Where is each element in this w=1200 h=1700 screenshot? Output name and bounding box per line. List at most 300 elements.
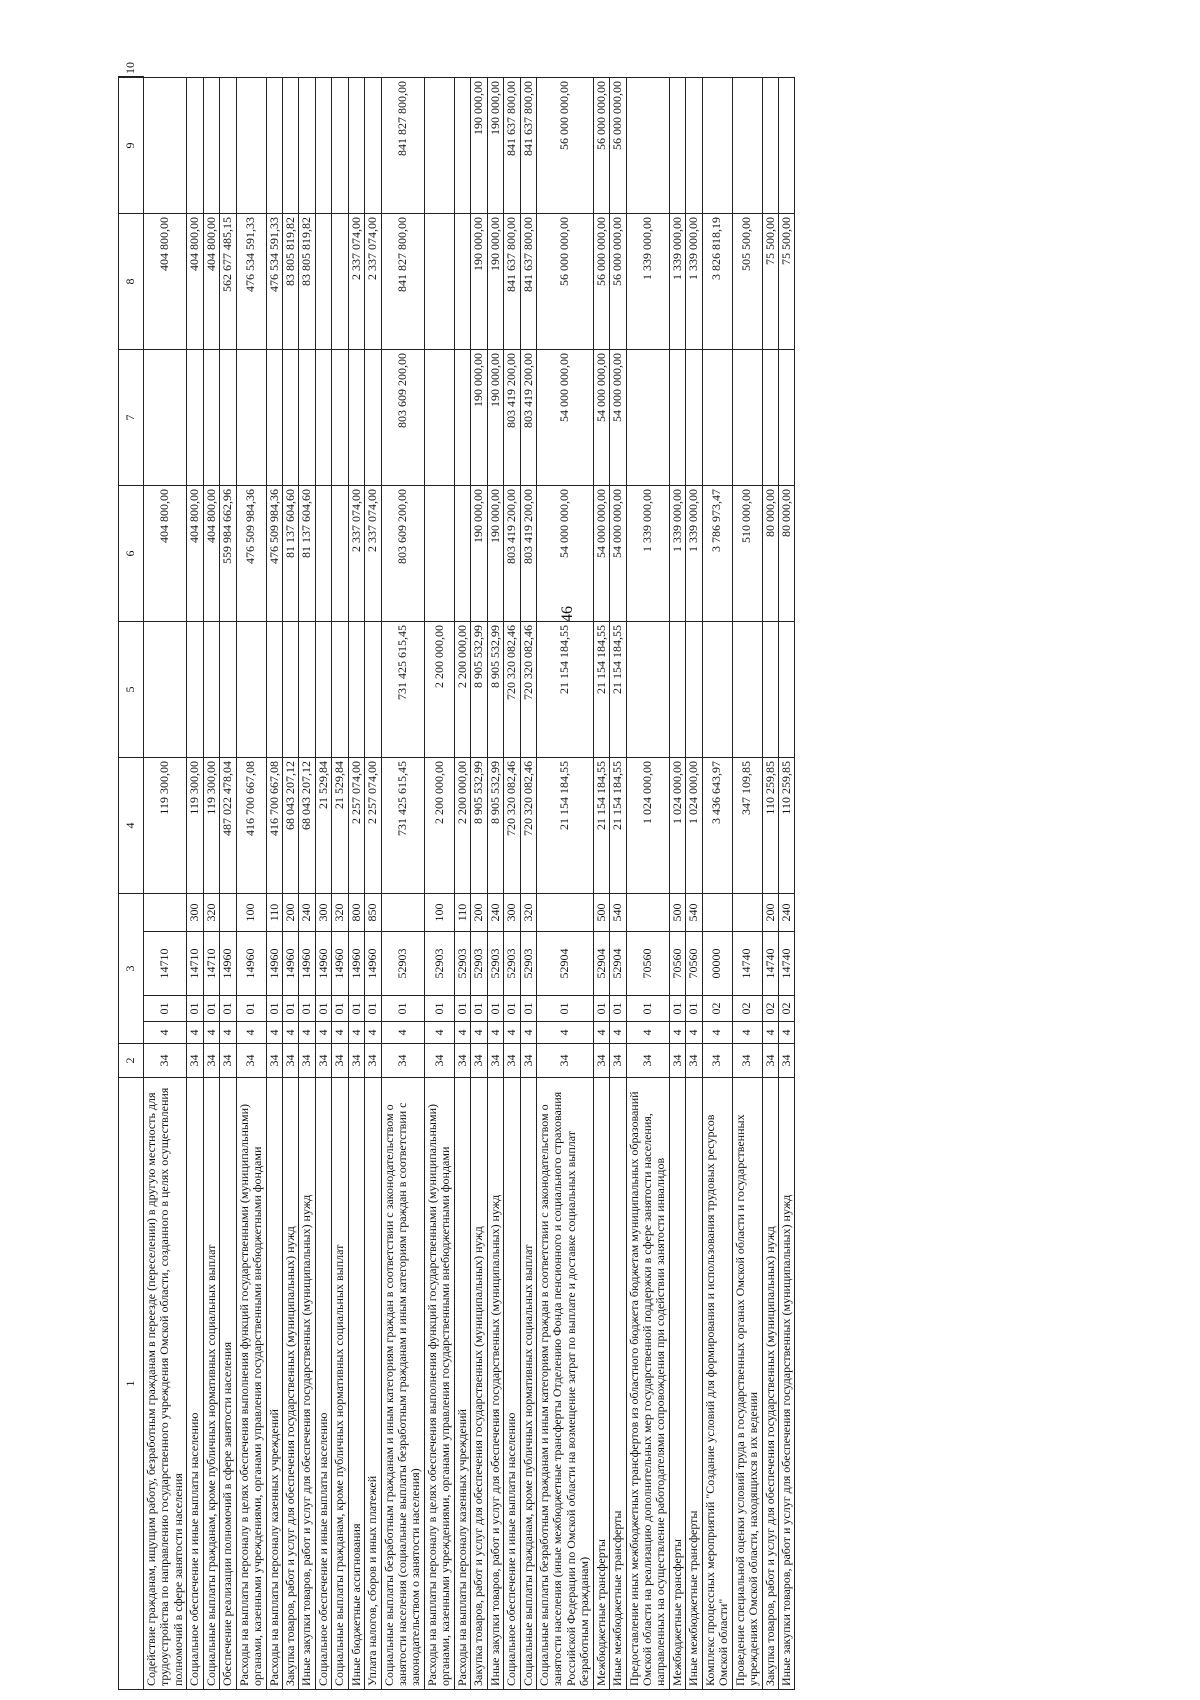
amount-cell — [424, 214, 454, 350]
expense-type-cell — [732, 894, 762, 932]
amount-cell — [348, 78, 364, 214]
amount-cell: 21 529,84 — [315, 758, 331, 894]
amount-cell: 803 419 200,00 — [504, 486, 520, 622]
row-name-cell: Иные закупки товаров, работ и услуг для обеспечения государственных (муниципальных) нужд — [299, 1078, 315, 1690]
code-item-cell: 14960 — [220, 932, 236, 996]
amount-cell — [187, 78, 203, 214]
amount-cell: 731 425 615,45 — [381, 758, 424, 894]
table-row — [669, 77, 685, 1690]
table-row — [144, 77, 187, 1690]
amount-cell: 1 339 000,00 — [686, 486, 702, 622]
amount-cell — [626, 78, 669, 214]
code-subprogram-cell: 4 — [762, 1022, 778, 1044]
amount-cell: 56 000 000,00 — [610, 78, 626, 214]
amount-cell: 21 154 184,55 — [610, 758, 626, 894]
amount-cell — [203, 350, 219, 486]
code-program-cell: 34 — [504, 1044, 520, 1078]
row-name-cell: Закупка товаров, работ и услуг для обеспечения государственных (муниципальных) нужд — [282, 1078, 298, 1690]
row-name-cell: Проведение специальной оценки условий труда в государственных органах Омской области и государственных учреждениях Омской области, находящихся в их ведении — [732, 1078, 762, 1690]
table-row — [332, 77, 348, 1690]
code-item-cell: 52904 — [610, 932, 626, 996]
row-name-cell: Межбюджетные трансферты — [669, 1078, 685, 1690]
amount-cell: 2 200 000,00 — [454, 622, 470, 758]
table-row — [471, 77, 487, 1690]
table-row — [424, 77, 454, 1690]
amount-cell — [332, 486, 348, 622]
amount-cell: 803 609 200,00 — [381, 486, 424, 622]
amount-cell — [454, 486, 470, 622]
amount-cell — [220, 78, 236, 214]
amount-cell: 3 786 973,47 — [702, 486, 732, 622]
table-row — [282, 77, 298, 1690]
amount-cell: 1 339 000,00 — [669, 214, 685, 350]
rotated-table-wrapper — [118, 62, 1076, 1690]
column-header: 6 — [119, 486, 144, 622]
amount-cell: 404 800,00 — [144, 486, 187, 622]
code-item-cell: 14960 — [365, 932, 381, 996]
code-subprogram-cell: 4 — [471, 1022, 487, 1044]
amount-cell: 21 154 184,55 — [593, 758, 609, 894]
code-subprogram-cell: 4 — [236, 1022, 266, 1044]
amount-cell: 404 800,00 — [203, 214, 219, 350]
code-program-cell: 34 — [610, 1044, 626, 1078]
amount-cell: 803 419 200,00 — [520, 486, 536, 622]
expense-type-cell: 850 — [365, 894, 381, 932]
amount-cell: 8 905 532,99 — [487, 622, 503, 758]
amount-cell: 190 000,00 — [471, 78, 487, 214]
amount-cell — [778, 350, 794, 486]
table-row — [487, 77, 503, 1690]
amount-cell: 2 337 074,00 — [365, 214, 381, 350]
amount-cell — [365, 78, 381, 214]
row-name-cell: Социальные выплаты гражданам, кроме публичных нормативных социальных выплат — [203, 1078, 219, 1690]
expense-type-cell — [381, 894, 424, 932]
row-name-cell: Расходы на выплаты персоналу в целях обеспечения выполнения функций государственными (муниципальными) органами, казенными учреждениями, органами управления государственными внебюджетными фондами — [236, 1078, 266, 1690]
table-row — [520, 77, 536, 1690]
row-name-cell: Социальные выплаты гражданам, кроме публичных нормативных социальных выплат — [520, 1078, 536, 1690]
amount-cell: 8 905 532,99 — [471, 758, 487, 894]
row-name-cell: Иные межбюджетные трансферты — [686, 1078, 702, 1690]
amount-cell: 21 154 184,55 — [536, 622, 593, 758]
table-row — [381, 77, 424, 1690]
code-item-cell: 14960 — [332, 932, 348, 996]
amount-cell — [348, 350, 364, 486]
code-item-cell: 70560 — [626, 932, 669, 996]
row-name-cell: Социальное обеспечение и иные выплаты населению — [315, 1078, 331, 1690]
code-section-cell: 01 — [454, 996, 470, 1022]
amount-cell — [778, 622, 794, 758]
expense-type-cell: 240 — [299, 894, 315, 932]
code-item-cell: 52903 — [487, 932, 503, 996]
amount-cell — [299, 622, 315, 758]
table-row — [220, 77, 236, 1690]
code-subprogram-cell: 4 — [348, 1022, 364, 1044]
amount-cell: 190 000,00 — [487, 350, 503, 486]
code-program-cell: 34 — [266, 1044, 282, 1078]
amount-cell: 1 339 000,00 — [626, 214, 669, 350]
code-section-cell: 01 — [669, 996, 685, 1022]
amount-cell: 404 800,00 — [187, 486, 203, 622]
amount-cell — [236, 350, 266, 486]
amount-cell — [332, 78, 348, 214]
expense-type-cell: 320 — [332, 894, 348, 932]
code-section-cell: 01 — [424, 996, 454, 1022]
code-subprogram-cell: 4 — [487, 1022, 503, 1044]
column-header: 4 — [119, 758, 144, 894]
row-name-cell: Расходы на выплаты персоналу казенных учреждений — [266, 1078, 282, 1690]
amount-cell: 110 259,85 — [778, 758, 794, 894]
code-section-cell: 01 — [332, 996, 348, 1022]
amount-cell — [332, 214, 348, 350]
code-subprogram-cell: 4 — [266, 1022, 282, 1044]
code-item-cell: 14710 — [187, 932, 203, 996]
amount-cell: 81 137 604,60 — [299, 486, 315, 622]
code-subprogram-cell: 4 — [504, 1022, 520, 1044]
amount-cell: 56 000 000,00 — [593, 78, 609, 214]
amount-cell: 54 000 000,00 — [610, 350, 626, 486]
amount-cell — [424, 350, 454, 486]
column-header: 9 — [119, 78, 144, 214]
amount-cell: 476 534 591,33 — [236, 214, 266, 350]
expense-type-cell: 800 — [348, 894, 364, 932]
code-section-cell: 01 — [187, 996, 203, 1022]
code-subprogram-cell: 4 — [381, 1022, 424, 1044]
amount-cell: 119 300,00 — [187, 758, 203, 894]
code-item-cell: 14960 — [282, 932, 298, 996]
amount-cell: 2 337 074,00 — [348, 486, 364, 622]
code-item-cell: 14960 — [266, 932, 282, 996]
code-subprogram-cell: 4 — [536, 1022, 593, 1044]
amount-cell: 1 024 000,00 — [669, 758, 685, 894]
column-number-row — [119, 77, 144, 1690]
expense-type-cell: 540 — [686, 894, 702, 932]
amount-cell — [686, 350, 702, 486]
table-row — [702, 77, 732, 1690]
table-row — [593, 77, 609, 1690]
amount-cell: 720 320 082,46 — [504, 758, 520, 894]
expense-type-cell: 200 — [762, 894, 778, 932]
code-item-cell: 52903 — [520, 932, 536, 996]
amount-cell: 2 200 000,00 — [424, 622, 454, 758]
code-item-cell: 52904 — [593, 932, 609, 996]
code-subprogram-cell: 4 — [187, 1022, 203, 1044]
amount-cell: 562 677 485,15 — [220, 214, 236, 350]
row-name-cell: Закупка товаров, работ и услуг для обеспечения государственных (муниципальных) нужд — [762, 1078, 778, 1690]
code-section-cell: 01 — [282, 996, 298, 1022]
amount-cell: 720 320 082,46 — [520, 758, 536, 894]
amount-cell — [626, 350, 669, 486]
code-item-cell: 14740 — [778, 932, 794, 996]
amount-cell: 720 320 082,46 — [520, 622, 536, 758]
amount-cell: 841 637 800,00 — [504, 214, 520, 350]
amount-cell: 81 137 604,60 — [282, 486, 298, 622]
amount-cell — [732, 622, 762, 758]
code-subprogram-cell: 4 — [299, 1022, 315, 1044]
amount-cell — [282, 78, 298, 214]
amount-cell — [332, 350, 348, 486]
amount-cell: 83 805 819,82 — [299, 214, 315, 350]
amount-cell: 404 800,00 — [187, 214, 203, 350]
row-name-cell: Комплекс процессных мероприятий "Создание условий для формирования и использования трудовых ресурсов Омской области" — [702, 1078, 732, 1690]
column-header: 8 — [119, 214, 144, 350]
amount-cell: 347 109,85 — [732, 758, 762, 894]
amount-cell — [266, 622, 282, 758]
amount-cell: 559 984 662,96 — [220, 486, 236, 622]
row-name-cell: Социальное обеспечение и иные выплаты населению — [187, 1078, 203, 1690]
code-program-cell: 34 — [686, 1044, 702, 1078]
code-section-cell: 02 — [732, 996, 762, 1022]
code-item-cell: 52903 — [454, 932, 470, 996]
code-section-cell: 01 — [299, 996, 315, 1022]
code-subprogram-cell: 4 — [220, 1022, 236, 1044]
code-section-cell: 01 — [315, 996, 331, 1022]
code-program-cell: 34 — [424, 1044, 454, 1078]
amount-cell: 80 000,00 — [778, 486, 794, 622]
amount-cell — [365, 350, 381, 486]
code-program-cell: 34 — [144, 1044, 187, 1078]
amount-cell: 1 339 000,00 — [686, 214, 702, 350]
amount-cell: 80 000,00 — [762, 486, 778, 622]
code-program-cell: 34 — [299, 1044, 315, 1078]
expense-type-cell: 300 — [315, 894, 331, 932]
row-name-cell: Иные межбюджетные трансферты — [610, 1078, 626, 1690]
amount-cell: 54 000 000,00 — [593, 486, 609, 622]
code-section-cell: 02 — [762, 996, 778, 1022]
code-item-cell: 52903 — [381, 932, 424, 996]
code-subprogram-cell: 4 — [626, 1022, 669, 1044]
table-row — [266, 77, 282, 1690]
amount-cell — [203, 622, 219, 758]
code-item-cell: 14960 — [236, 932, 266, 996]
amount-cell: 190 000,00 — [487, 486, 503, 622]
expense-type-cell: 320 — [520, 894, 536, 932]
amount-cell — [220, 350, 236, 486]
code-section-cell: 01 — [471, 996, 487, 1022]
code-section-cell: 01 — [365, 996, 381, 1022]
amount-cell: 75 500,00 — [762, 214, 778, 350]
table-row — [315, 77, 331, 1690]
amount-cell — [454, 350, 470, 486]
code-program-cell: 34 — [315, 1044, 331, 1078]
expense-type-cell: 540 — [610, 894, 626, 932]
amount-cell: 841 827 800,00 — [381, 214, 424, 350]
code-item-cell: 00000 — [702, 932, 732, 996]
amount-cell: 487 022 478,04 — [220, 758, 236, 894]
expense-type-cell: 200 — [282, 894, 298, 932]
amount-cell: 56 000 000,00 — [593, 214, 609, 350]
amount-cell — [365, 622, 381, 758]
code-subprogram-cell: 4 — [332, 1022, 348, 1044]
amount-cell: 841 637 800,00 — [520, 214, 536, 350]
code-section-cell: 01 — [626, 996, 669, 1022]
code-section-cell: 01 — [236, 996, 266, 1022]
expense-type-cell — [220, 894, 236, 932]
amount-cell: 2 257 074,00 — [365, 758, 381, 894]
table-body — [144, 77, 795, 1690]
code-subprogram-cell: 4 — [610, 1022, 626, 1044]
table-row — [610, 77, 626, 1690]
code-item-cell: 14960 — [348, 932, 364, 996]
amount-cell: 21 154 184,55 — [610, 622, 626, 758]
row-name-cell: Обеспечение реализации полномочий в сфере занятости населения — [220, 1078, 236, 1690]
code-subprogram-cell: 4 — [732, 1022, 762, 1044]
expense-type-cell: 100 — [424, 894, 454, 932]
row-name-cell: Иные бюджетные ассигнования — [348, 1078, 364, 1690]
amount-cell — [282, 350, 298, 486]
amount-cell: 56 000 000,00 — [536, 78, 593, 214]
code-section-cell: 01 — [203, 996, 219, 1022]
amount-cell: 190 000,00 — [471, 350, 487, 486]
code-section-cell: 01 — [610, 996, 626, 1022]
amount-cell — [144, 350, 187, 486]
amount-cell — [144, 78, 187, 214]
code-subprogram-cell: 4 — [424, 1022, 454, 1044]
code-program-cell: 34 — [626, 1044, 669, 1078]
expense-type-cell: 110 — [266, 894, 282, 932]
row-name-cell: Иные закупки товаров, работ и услуг для обеспечения государственных (муниципальных) нужд — [778, 1078, 794, 1690]
code-program-cell: 34 — [365, 1044, 381, 1078]
amount-cell: 83 805 819,82 — [282, 214, 298, 350]
expense-type-cell: 240 — [487, 894, 503, 932]
amount-cell — [299, 78, 315, 214]
code-subprogram-cell: 4 — [365, 1022, 381, 1044]
expense-type-cell: 320 — [203, 894, 219, 932]
amount-cell: 75 500,00 — [778, 214, 794, 350]
table-row — [504, 77, 520, 1690]
amount-cell — [187, 350, 203, 486]
amount-cell — [187, 622, 203, 758]
amount-cell — [424, 78, 454, 214]
code-section-cell: 01 — [536, 996, 593, 1022]
amount-cell — [203, 78, 219, 214]
column-header: 10 — [119, 77, 144, 78]
column-header: 2 — [119, 1044, 144, 1078]
code-section-cell: 01 — [686, 996, 702, 1022]
table-row — [536, 77, 593, 1690]
amount-cell: 190 000,00 — [471, 486, 487, 622]
code-section-cell: 01 — [348, 996, 364, 1022]
expense-type-cell: 110 — [454, 894, 470, 932]
code-program-cell: 34 — [332, 1044, 348, 1078]
amount-cell — [686, 78, 702, 214]
amount-cell: 21 529,84 — [332, 758, 348, 894]
amount-cell — [702, 350, 732, 486]
code-program-cell: 34 — [187, 1044, 203, 1078]
amount-cell: 1 339 000,00 — [626, 486, 669, 622]
amount-cell: 476 534 591,33 — [266, 214, 282, 350]
code-section-cell: 02 — [778, 996, 794, 1022]
amount-cell — [236, 622, 266, 758]
table-row — [626, 77, 669, 1690]
code-subprogram-cell: 4 — [454, 1022, 470, 1044]
table-row — [686, 77, 702, 1690]
expense-type-cell: 100 — [236, 894, 266, 932]
code-program-cell: 34 — [487, 1044, 503, 1078]
amount-cell: 8 905 532,99 — [487, 758, 503, 894]
code-section-cell: 01 — [220, 996, 236, 1022]
amount-cell: 404 800,00 — [144, 214, 187, 350]
row-name-cell: Социальные выплаты гражданам, кроме публичных нормативных социальных выплат — [332, 1078, 348, 1690]
table-row — [299, 77, 315, 1690]
column-header: 3 — [119, 894, 144, 1044]
amount-cell: 1 024 000,00 — [626, 758, 669, 894]
table-row — [762, 77, 778, 1690]
amount-cell — [299, 350, 315, 486]
amount-cell: 2 337 074,00 — [365, 486, 381, 622]
amount-cell — [315, 214, 331, 350]
amount-cell: 841 637 800,00 — [520, 78, 536, 214]
code-section-cell: 01 — [266, 996, 282, 1022]
row-name-cell: Социальные выплаты безработным гражданам и иным категориям граждан в соответствии с законодательством о занятости населения (социальные выплаты безработным гражданам и иным категориям граждан в соответствии с законодательством о занятости населения) — [381, 1078, 424, 1690]
amount-cell — [220, 622, 236, 758]
amount-cell — [669, 622, 685, 758]
amount-cell: 404 800,00 — [203, 486, 219, 622]
amount-cell — [626, 622, 669, 758]
column-header: 5 — [119, 622, 144, 758]
column-header: 7 — [119, 350, 144, 486]
column-header: 1 — [119, 1078, 144, 1690]
row-name-cell: Уплата налогов, сборов и иных платежей — [365, 1078, 381, 1690]
code-item-cell: 14710 — [144, 932, 187, 996]
table-row — [187, 77, 203, 1690]
code-subprogram-cell: 4 — [702, 1022, 732, 1044]
row-name-cell: Социальное обеспечение и иные выплаты населению — [504, 1078, 520, 1690]
amount-cell — [762, 622, 778, 758]
amount-cell — [424, 486, 454, 622]
code-subprogram-cell: 4 — [520, 1022, 536, 1044]
code-item-cell: 52903 — [424, 932, 454, 996]
code-section-cell: 02 — [702, 996, 732, 1022]
code-subprogram-cell: 4 — [315, 1022, 331, 1044]
amount-cell: 505 500,00 — [732, 214, 762, 350]
code-program-cell: 34 — [282, 1044, 298, 1078]
code-program-cell: 34 — [471, 1044, 487, 1078]
amount-cell — [686, 622, 702, 758]
expense-type-cell: 200 — [471, 894, 487, 932]
code-subprogram-cell: 4 — [203, 1022, 219, 1044]
code-item-cell: 14740 — [732, 932, 762, 996]
amount-cell — [778, 78, 794, 214]
amount-cell: 476 509 984,36 — [266, 486, 282, 622]
amount-cell: 803 419 200,00 — [520, 350, 536, 486]
amount-cell: 190 000,00 — [471, 214, 487, 350]
amount-cell: 2 200 000,00 — [454, 758, 470, 894]
amount-cell: 1 339 000,00 — [669, 486, 685, 622]
amount-cell: 119 300,00 — [203, 758, 219, 894]
code-subprogram-cell: 4 — [593, 1022, 609, 1044]
code-program-cell: 34 — [236, 1044, 266, 1078]
code-program-cell: 34 — [732, 1044, 762, 1078]
amount-cell: 110 259,85 — [762, 758, 778, 894]
amount-cell — [348, 622, 364, 758]
amount-cell: 68 043 207,12 — [299, 758, 315, 894]
amount-cell: 720 320 082,46 — [504, 622, 520, 758]
expense-type-cell — [144, 894, 187, 932]
amount-cell — [315, 350, 331, 486]
amount-cell: 3 436 643,97 — [702, 758, 732, 894]
amount-cell: 841 637 800,00 — [504, 78, 520, 214]
amount-cell — [454, 214, 470, 350]
expense-type-cell — [536, 894, 593, 932]
amount-cell: 21 154 184,55 — [536, 758, 593, 894]
amount-cell: 416 700 667,08 — [266, 758, 282, 894]
amount-cell: 21 154 184,55 — [593, 622, 609, 758]
amount-cell: 119 300,00 — [144, 758, 187, 894]
budget-table — [118, 62, 795, 1690]
amount-cell: 8 905 532,99 — [471, 622, 487, 758]
code-section-cell: 01 — [487, 996, 503, 1022]
code-item-cell: 14710 — [203, 932, 219, 996]
